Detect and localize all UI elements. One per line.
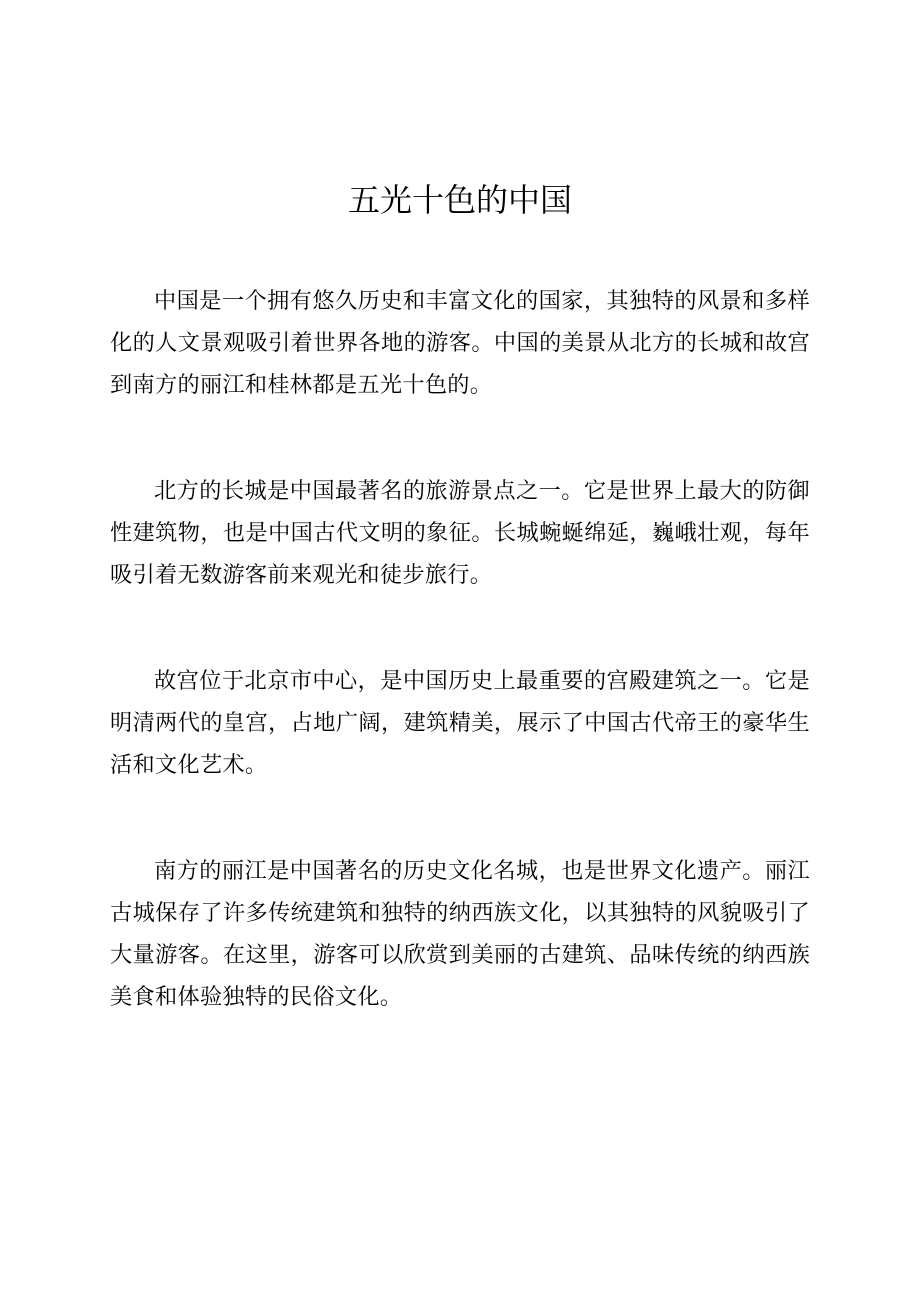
document-title: 五光十色的中国 [347, 181, 572, 219]
paragraph-lijiang: 南方的丽江是中国著名的历史文化名城，也是世界文化遗产。丽江古城保存了许多传统建筑和独特的纳西族文化，以其独特的风貌吸引了大量游客。在这里，游客可以欣赏到美丽的古建筑、品味传统的纳西族美食和体验独特的民俗文化。 [110, 858, 810, 1010]
paragraph-intro: 中国是一个拥有悠久历史和丰富文化的国家，其独特的风景和多样化的人文景观吸引着世界各地的游客。中国的美景从北方的长城和故宫到南方的丽江和桂林都是五光十色的。 [110, 288, 810, 398]
paragraph-great-wall: 北方的长城是中国最著名的旅游景点之一。它是世界上最大的防御性建筑物，也是中国古代文明的象征。长城蜿蜒绵延，巍峨壮观，每年吸引着无数游客前来观光和徒步旅行。 [110, 478, 810, 588]
paragraph-forbidden-city: 故宫位于北京市中心，是中国历史上最重要的宫殿建筑之一。它是明清两代的皇宫，占地广阔，建筑精美，展示了中国古代帝王的豪华生活和文化艺术。 [110, 668, 810, 778]
